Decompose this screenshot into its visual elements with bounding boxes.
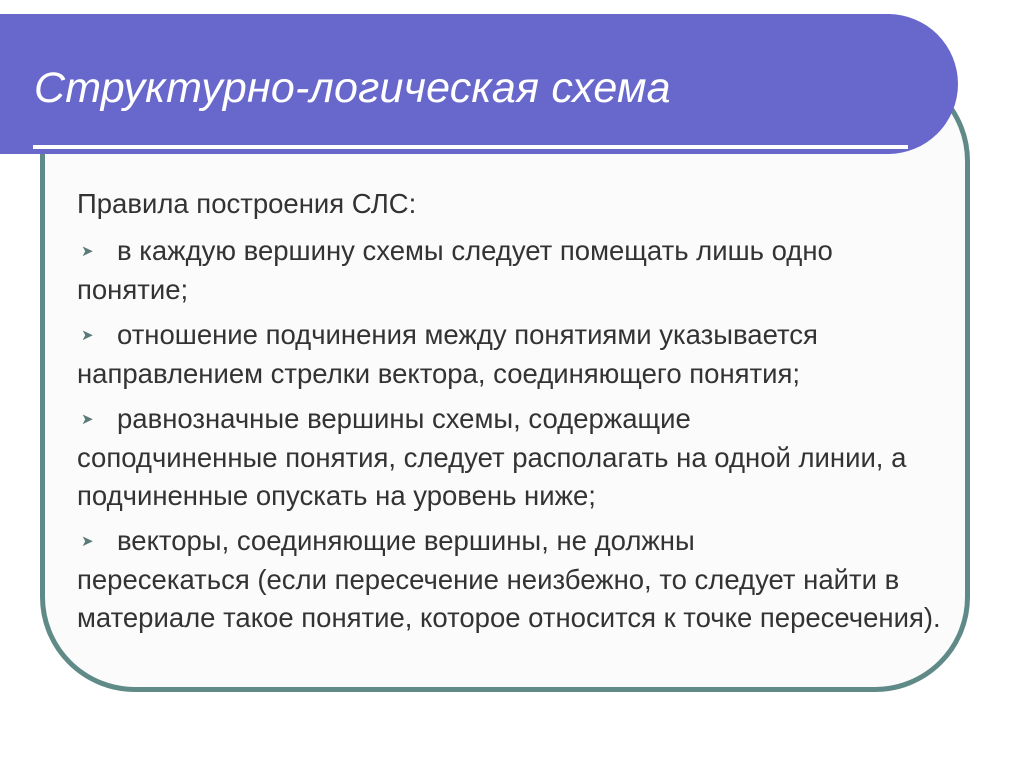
- chevron-right-icon: ➤: [81, 327, 94, 344]
- rules-heading: Правила построения СЛС:: [77, 188, 417, 219]
- rule-text-first-line: в каждую вершину схемы следует помещать лишь одно: [117, 235, 833, 266]
- rule-text-continuation: понятие;: [77, 274, 189, 305]
- rule-item: [77, 232, 957, 309]
- rule-text-continuation: соподчиненные понятия, следует располагать на одной линии, а подчиненные опускать на уровень ниже;: [77, 442, 907, 511]
- chevron-right-icon: ➤: [81, 533, 94, 550]
- rule-item: [77, 316, 957, 393]
- slide-body: [77, 185, 957, 644]
- title-underline: [33, 145, 908, 149]
- slide-title: Структурно-логическая схема: [34, 64, 671, 112]
- rule-text-first-line: равнозначные вершины схемы, содержащие: [117, 403, 691, 434]
- rule-text-continuation: направлением стрелки вектора, соединяющего понятия;: [77, 358, 801, 389]
- chevron-right-icon: ➤: [81, 243, 94, 260]
- chevron-right-icon: ➤: [81, 411, 94, 428]
- rule-text-continuation: пересекаться (если пересечение неизбежно, то следует найти в материале такое понятие, которое относится к точке пересечения).: [77, 564, 941, 633]
- rule-item: [77, 400, 957, 515]
- rule-text-first-line: векторы, соединяющие вершины, не должны: [117, 525, 695, 556]
- rule-text-first-line: отношение подчинения между понятиями указывается: [117, 319, 818, 350]
- rules-list: [77, 232, 957, 637]
- rule-item: [77, 522, 957, 637]
- title-bar: [0, 14, 958, 154]
